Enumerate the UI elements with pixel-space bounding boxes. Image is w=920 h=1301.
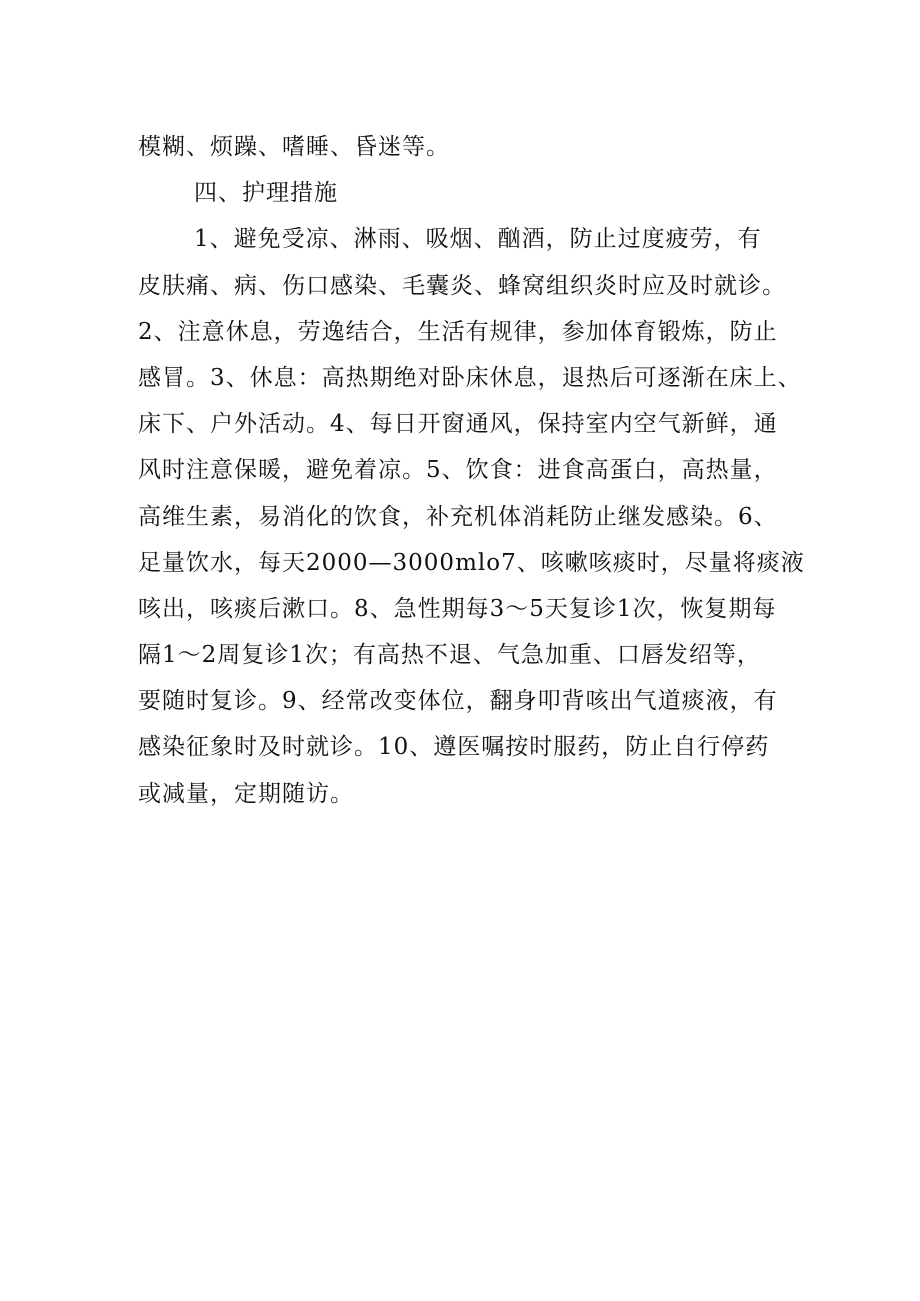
text-line: 高维生素，易消化的饮食，补充机体消耗防止继发感染。6、 (138, 503, 778, 530)
text-line: 足量饮水，每天2000—3000mlo7、咳嗽咳痰时，尽量将痰液 (138, 549, 805, 576)
text-line: 皮肤痛、病、伤口感染、毛囊炎、蜂窝组织炎时应及时就诊。 (138, 272, 786, 299)
text-line: 感染征象时及时就诊。10、遵医嘱按时服药，防止自行停药 (138, 734, 770, 761)
section-heading: 四、护理措施 (194, 180, 338, 207)
text-line: 床下、户外活动。4、每日开窗通风，保持室内空气新鲜，通 (138, 411, 778, 438)
text-line: 模糊、烦躁、嗜睡、昏迷等。 (138, 134, 450, 160)
text-line: 2、注意休息，劳逸结合，生活有规律，参加体育锻炼，防止 (138, 318, 778, 345)
text-line: 1、避免受凉、淋雨、吸烟、酗酒，防止过度疲劳，有 (194, 226, 762, 253)
text-line: 隔1～2周复诊1次；有高热不退、气急加重、口唇发绍等， (138, 642, 761, 669)
text-line: 咳出，咳痰后漱口。8、急性期每3～5天复诊1次，恢复期每 (138, 595, 777, 622)
body-text (138, 124, 818, 817)
text-line: 要随时复诊。9、经常改变体位，翻身叩背咳出气道痰液，有 (138, 688, 778, 715)
text-line: 感冒。3、休息：高热期绝对卧床休息，退热后可逐渐在床上、 (138, 364, 802, 391)
text-line: 风时注意保暖，避免着凉。5、饮食：进食高蛋白，高热量， (138, 457, 778, 484)
text-line: 或减量，定期随访。 (138, 780, 354, 807)
